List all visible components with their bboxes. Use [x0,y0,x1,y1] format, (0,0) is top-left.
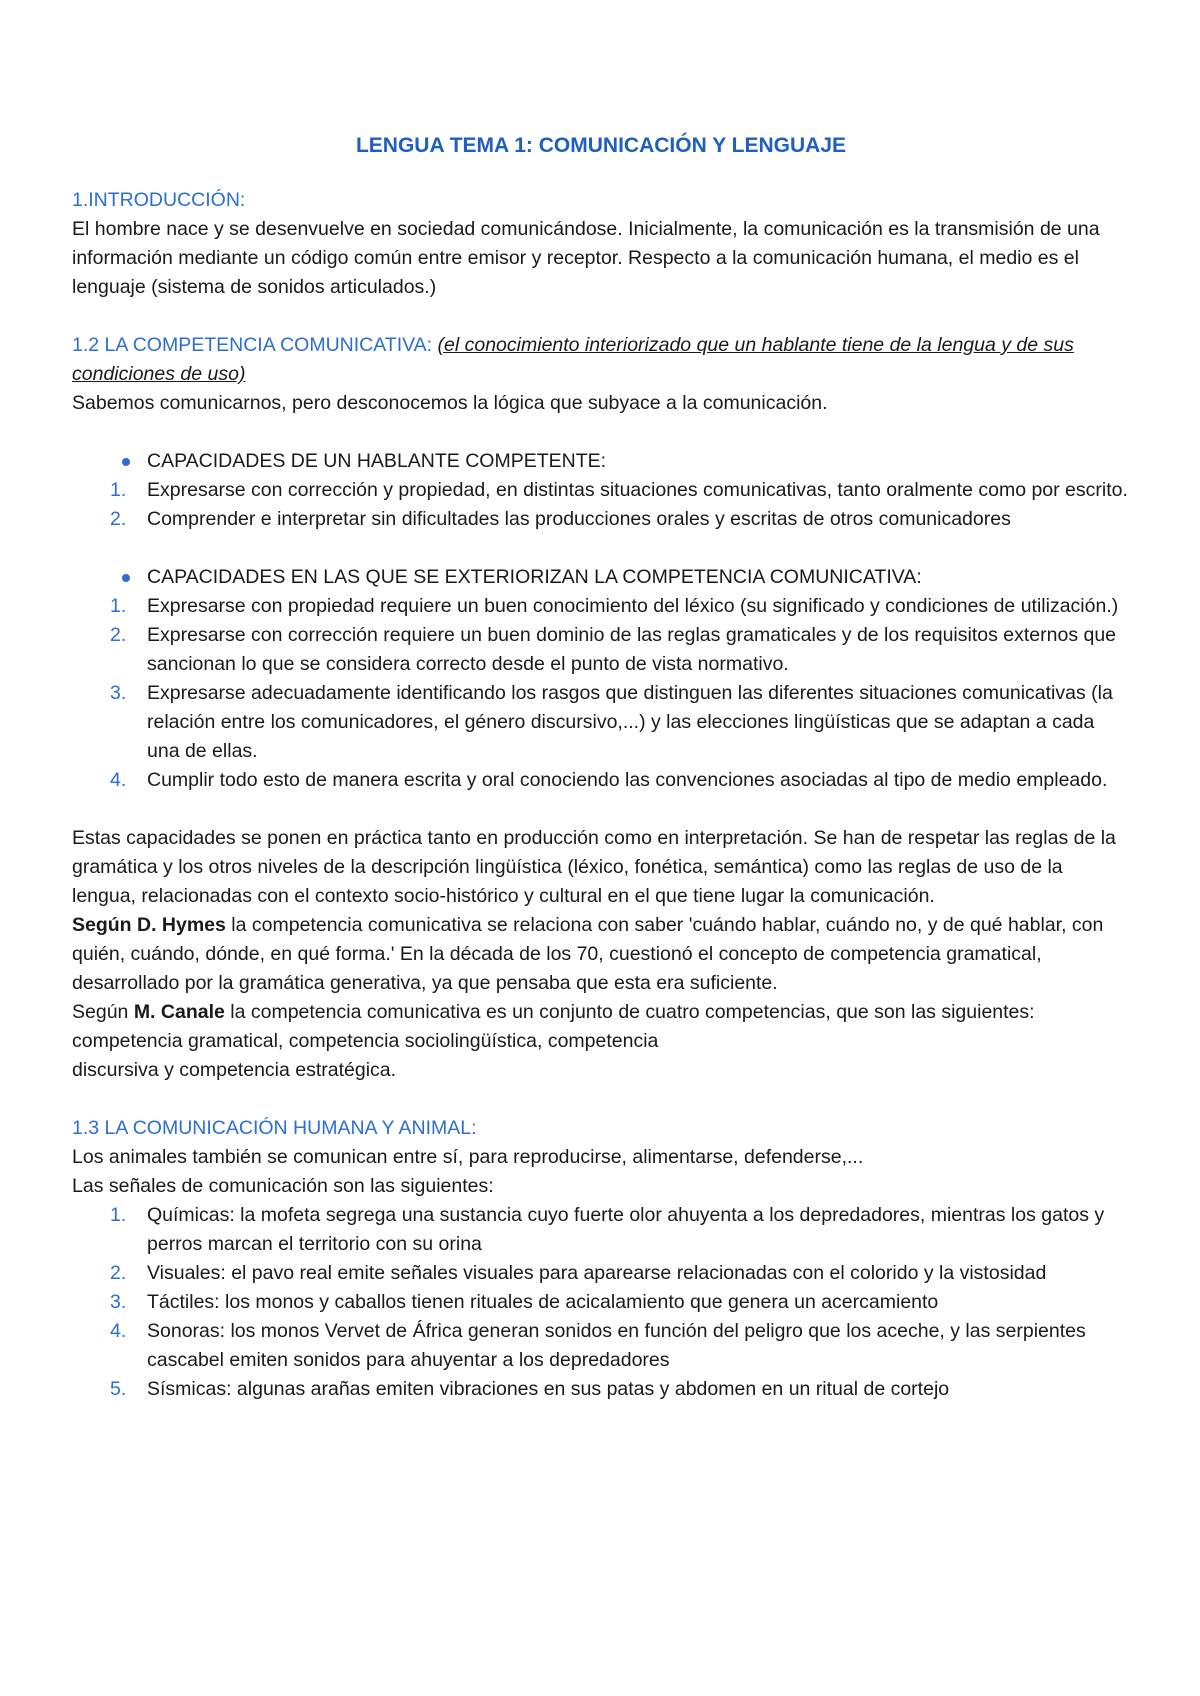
list-item [72,621,1130,679]
numbered-list-capacidades [72,476,1130,534]
list-item [72,1259,1130,1288]
list-item [72,679,1130,766]
paragraph-introduccion: El hombre nace y se desenvuelve en sociedad comunicándose. Inicialmente, la comunicación es la transmisión de una información mediante un código común entre emisor y receptor. Respecto a la comunicación humana, el medio es el lenguaje (sistema de sonidos articulados.) [72,218,1100,298]
paragraph-canale-prefix: Según [72,1001,134,1023]
list-item-number: 1. [110,479,127,501]
spacer [72,418,1130,447]
list-item-text: Cumplir todo esto de manera escrita y oral conociendo las convenciones asociadas al tipo de medio empleado. [147,769,1108,791]
bullet-item-label: CAPACIDADES EN LAS QUE SE EXTERIORIZAN LA COMPETENCIA COMUNICATIVA: [147,566,922,588]
list-item-number: 3. [110,682,127,704]
list-item-text: Táctiles: los monos y caballos tienen rituales de acicalamiento que genera un acercamiento [147,1291,939,1313]
list-item [72,1317,1130,1375]
bullet-item [72,563,1130,592]
list-item-text: Expresarse adecuadamente identificando los rasgos que distinguen las diferentes situaciones comunicativas (la relación entre los comunicadores, el género discursivo,...) y las elecciones lingüísticas que se adaptan a cada una de ellas. [147,682,1113,762]
list-item-text: Sonoras: los monos Vervet de África generan sonidos en función del peligro que los aceche, y las serpientes cascabel emiten sonidos para ahuyentar a los depredadores [147,1320,1086,1371]
section-heading-competencia [72,331,1130,389]
paragraph-senales: Las señales de comunicación son las siguientes: [72,1175,494,1197]
list-item-number: 1. [110,1204,127,1226]
paragraph-hymes-text: la competencia comunicativa se relaciona con saber 'cuándo hablar, cuándo no, y de qué hablar, con quién, cuándo, dónde, en qué forma.' En la década de los 70, cuestionó el concepto de competencia gramatical, desarrollado por la gramática generativa, ya que pensaba que esta era suficiente. [72,914,1104,994]
paragraph-hymes [72,911,1130,998]
paragraph-canale-text-end: discursiva y competencia estratégica. [72,1059,397,1081]
bullet-item [72,447,1130,476]
spacer [72,534,1130,563]
author-name-canale: M. Canale [133,1001,225,1023]
spacer [72,302,1130,331]
list-item-number: 2. [110,508,127,530]
bullet-dot-icon [122,458,130,466]
list-item-number: 5. [110,1378,127,1400]
list-item [72,1375,1130,1404]
author-name-hymes: Según D. Hymes [72,914,226,936]
numbered-list-senales [72,1201,1130,1404]
list-item [72,1288,1130,1317]
document-title: LENGUA TEMA 1: COMUNICACIÓN Y LENGUAJE [355,134,847,157]
list-item-text: Expresarse con corrección requiere un buen dominio de las reglas gramaticales y de los requisitos externos que sancionan lo que se considera correcto desde el punto de vista normativo. [147,624,1117,675]
numbered-list-exteriorizan [72,592,1130,795]
list-item [72,592,1130,621]
spacer [72,1085,1130,1114]
list-item-number: 2. [110,1262,127,1284]
list-item-number: 4. [110,1320,127,1342]
section-heading-note: (el conocimiento interiorizado que un hablante tiene de la lengua y de sus condiciones de uso) [72,334,1074,385]
bullet-dot-icon [122,574,130,582]
list-item [72,476,1130,505]
paragraph-canale-text: la competencia comunicativa es un conjunto de cuatro competencias, que son las siguientes: competencia gramatical, competencia sociolingüística, competencia [72,1001,1035,1052]
list-item-text: Químicas: la mofeta segrega una sustancia cuyo fuerte olor ahuyenta a los depredadores, mientras los gatos y perros marcan el territorio con su orina [147,1204,1105,1255]
list-item [72,766,1130,795]
list-item-number: 3. [110,1291,127,1313]
list-item-number: 2. [110,624,127,646]
list-item [72,505,1130,534]
list-item [72,1201,1130,1259]
paragraph-animales: Los animales también se comunican entre sí, para reproducirse, alimentarse, defenderse,... [72,1146,864,1168]
bullet-item-label: CAPACIDADES DE UN HABLANTE COMPETENTE: [147,450,607,472]
paragraph-capacidades-practica: Estas capacidades se ponen en práctica tanto en producción como en interpretación. Se han de respetar las reglas de la gramática y los otros niveles de la descripción lingüística (léxico, fonética, semántica) como las reglas de uso de la lengua, relacionadas con el contexto socio-histórico y cultural en el que tiene lugar la comunicación. [72,827,1116,907]
section-heading-comunicacion-humana-animal: 1.3 LA COMUNICACIÓN HUMANA Y ANIMAL: [72,1117,477,1139]
list-item-text: Visuales: el pavo real emite señales visuales para aparearse relacionadas con el colorido y la vistosidad [147,1262,1047,1284]
section-heading-text: 1.2 LA COMPETENCIA COMUNICATIVA: [72,334,438,356]
paragraph-competencia-intro: Sabemos comunicarnos, pero desconocemos la lógica que subyace a la comunicación. [72,392,828,414]
spacer [72,795,1130,824]
section-heading-introduccion: 1.INTRODUCCIÓN: [72,189,246,211]
list-item-text: Expresarse con corrección y propiedad, en distintas situaciones comunicativas, tanto oralmente como por escrito. [147,479,1128,501]
list-item-number: 4. [110,769,127,791]
list-item-text: Expresarse con propiedad requiere un buen conocimiento del léxico (su significado y condiciones de utilización.) [147,595,1119,617]
bullet-list-1 [72,447,1130,476]
list-item-number: 1. [110,595,127,617]
list-item-text: Sísmicas: algunas arañas emiten vibraciones en sus patas y abdomen en un ritual de cortejo [147,1378,950,1400]
bullet-list-2 [72,563,1130,592]
list-item-text: Comprender e interpretar sin dificultades las producciones orales y escritas de otros comunicadores [147,508,1011,530]
paragraph-canale [72,998,1130,1085]
